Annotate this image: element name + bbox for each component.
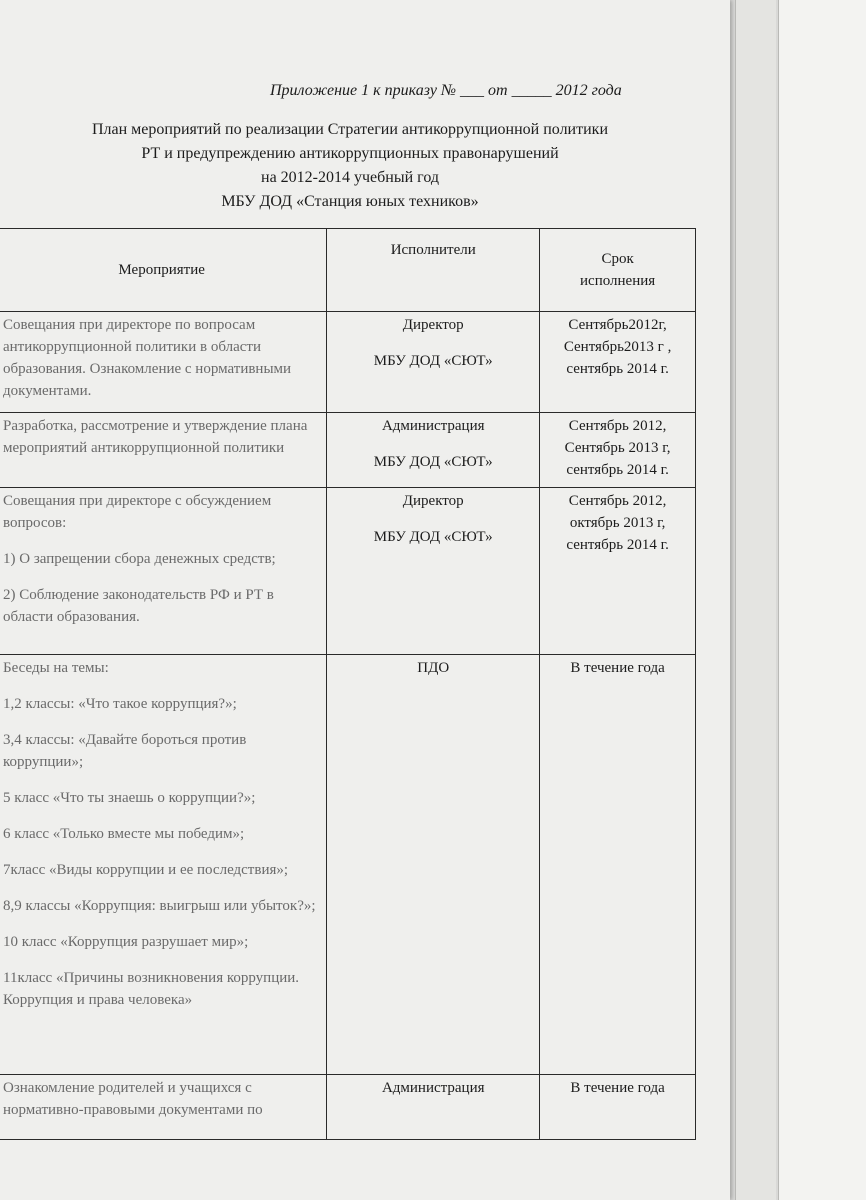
event-text: Ознакомление родителей и учащихся с нормативно-правовыми документами по bbox=[3, 1080, 263, 1118]
event-text: 10 класс «Коррупция разрушает мир»; bbox=[3, 934, 249, 950]
event-cell bbox=[0, 655, 327, 1075]
event-text: 8,9 классы «Коррупция: выигрыш или убыток?»; bbox=[3, 898, 316, 914]
header-deadline-line2: исполнения bbox=[580, 273, 656, 289]
event-text: 5 класс «Что ты знаешь о коррупции?»; bbox=[3, 790, 256, 806]
deadline-line: Сентябрь 2013 г, bbox=[564, 440, 671, 456]
plan-table bbox=[0, 228, 696, 1140]
event-text: Совещания при директоре с обсуждением вопросов: bbox=[3, 493, 272, 531]
executor-cell bbox=[327, 1075, 540, 1140]
table-row bbox=[0, 312, 696, 413]
executor-cell bbox=[327, 655, 540, 1075]
table-row bbox=[0, 655, 696, 1075]
executor-cell bbox=[327, 488, 540, 655]
header-deadline-line1: Срок bbox=[601, 251, 634, 267]
deadline-line: Сентябрь2012г, bbox=[568, 317, 667, 333]
event-text: 7класс «Виды коррупции и ее последствия»; bbox=[3, 862, 289, 878]
event-cell bbox=[0, 1075, 327, 1140]
executor-cell bbox=[327, 413, 540, 488]
table-row bbox=[0, 1075, 696, 1140]
executor-role: Администрация bbox=[381, 418, 485, 434]
executor-role: Администрация bbox=[381, 1080, 485, 1096]
event-text: 1) О запрещении сбора денежных средств; bbox=[3, 551, 276, 567]
header-event: Мероприятие bbox=[0, 229, 327, 312]
deadline-line: сентябрь 2014 г. bbox=[566, 537, 669, 553]
event-text: Совещания при директоре по вопросам антикоррупционной политики в области образования. Ознакомление с нормативными документами. bbox=[3, 317, 292, 399]
event-text: 6 класс «Только вместе мы победим»; bbox=[3, 826, 245, 842]
event-text: Беседы на темы: bbox=[3, 660, 109, 676]
deadline-line: Сентябрь2013 г , bbox=[563, 339, 672, 355]
event-text: 1,2 классы: «Что такое коррупция?»; bbox=[3, 696, 237, 712]
deadline-line: В течение года bbox=[570, 660, 665, 676]
underlying-page-edge bbox=[735, 0, 776, 1200]
event-text: 2) Соблюдение законодательств РФ и РТ в области образования. bbox=[3, 587, 274, 625]
event-cell bbox=[0, 413, 327, 488]
title-line-3: на 2012-2014 учебный год bbox=[261, 169, 439, 186]
event-text: Разработка, рассмотрение и утверждение плана мероприятий антикоррупционной политики bbox=[3, 418, 308, 456]
deadline-line: Сентябрь 2012, bbox=[568, 418, 667, 434]
underlying-page-edge bbox=[778, 0, 866, 1200]
table-row bbox=[0, 488, 696, 655]
deadline-line: Сентябрь 2012, bbox=[568, 493, 667, 509]
executor-org: МБУ ДОД «СЮТ» bbox=[373, 454, 493, 470]
deadline-cell bbox=[540, 1075, 696, 1140]
deadline-line: октябрь 2013 г, bbox=[569, 515, 666, 531]
executor-org: МБУ ДОД «СЮТ» bbox=[373, 353, 493, 369]
executor-org: МБУ ДОД «СЮТ» bbox=[373, 529, 493, 545]
deadline-line: сентябрь 2014 г. bbox=[566, 361, 669, 377]
deadline-cell bbox=[540, 488, 696, 655]
table-row bbox=[0, 413, 696, 488]
deadline-cell bbox=[540, 312, 696, 413]
event-text: 11класс «Причины возникновения коррупции. Коррупция и права человека» bbox=[3, 970, 300, 1008]
title-line-2: РТ и предупреждению антикоррупционных правонарушений bbox=[141, 145, 559, 162]
deadline-line: В течение года bbox=[570, 1080, 665, 1096]
table-header-row bbox=[0, 229, 696, 312]
header-executors: Исполнители bbox=[327, 229, 540, 312]
appendix-reference: Приложение 1 к приказу № ___ от _____ 2012 года bbox=[270, 82, 622, 99]
executor-cell bbox=[327, 312, 540, 413]
event-cell bbox=[0, 488, 327, 655]
executor-role: ПДО bbox=[417, 660, 450, 676]
title-line-4: МБУ ДОД «Станция юных техников» bbox=[221, 193, 479, 210]
deadline-cell bbox=[540, 413, 696, 488]
document-title bbox=[40, 118, 660, 214]
event-text: 3,4 классы: «Давайте бороться против коррупции»; bbox=[3, 732, 247, 770]
executor-role: Директор bbox=[402, 493, 464, 509]
deadline-cell bbox=[540, 655, 696, 1075]
executor-role: Директор bbox=[402, 317, 464, 333]
deadline-line: сентябрь 2014 г. bbox=[566, 462, 669, 478]
header-deadline bbox=[540, 229, 696, 312]
event-cell bbox=[0, 312, 327, 413]
title-line-1: План мероприятий по реализации Стратегии антикоррупционной политики bbox=[91, 121, 609, 138]
